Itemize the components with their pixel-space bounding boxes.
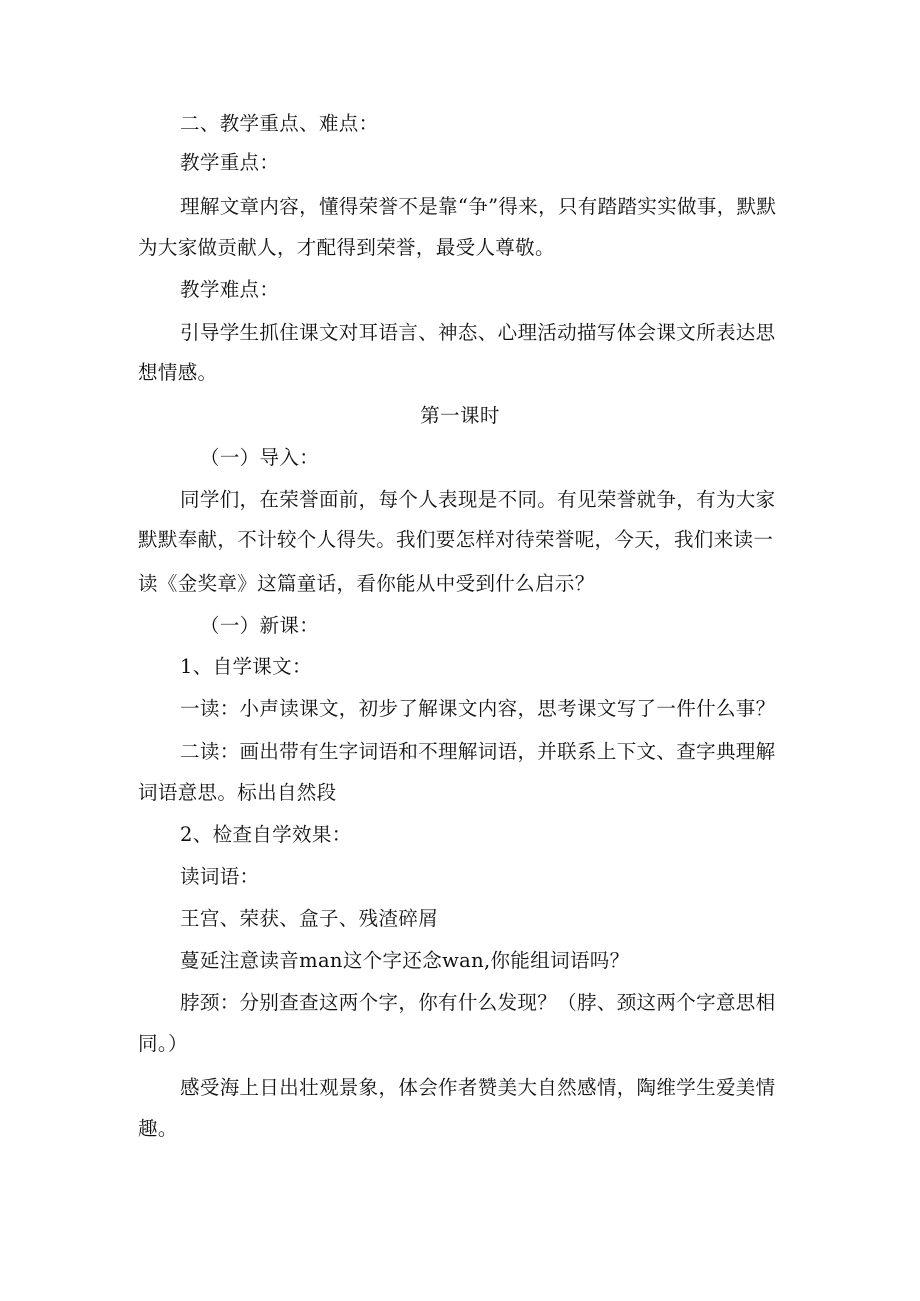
sunrise-text-line-1: 感受海上日出壮观景象，体会作者赞美大自然感情，陶维学生爱美情 xyxy=(180,1076,776,1099)
neck-note-line-1: 脖颈：分别查查这两个字，你有什么发现？（脖、颈这两个字意思相 xyxy=(180,991,776,1014)
read-words-label: 读词语： xyxy=(180,865,260,888)
read-one-text: 一读：小声读课文，初步了解课文内容，思考课文写了一件什么事？ xyxy=(180,697,776,720)
difficulties-text-line-1: 引导学生抓住课文对耳语言、神态、心理活动描写体会课文所表达思 xyxy=(180,321,776,344)
intro-text-line-3: 读《金奖章》这篇童话，看你能从中受到什么启示？ xyxy=(138,572,595,595)
intro-text-line-2: 默默奉献，不计较个人得失。我们要怎样对待荣誉呢，今天，我们来读一 xyxy=(138,528,774,551)
section-two-heading: 二、教学重点、难点： xyxy=(180,112,379,135)
words-list: 王宫、荣获、盒子、残渣碎屑 xyxy=(180,907,439,930)
key-points-text-line-2: 为大家做贡献人，才配得到荣誉，最受人尊敬。 xyxy=(138,236,555,259)
key-points-text-line-1: 理解文章内容，懂得荣誉不是靠“争”得来，只有踏踏实实做事，默默 xyxy=(180,195,777,218)
new-lesson-heading: （一）新课： xyxy=(200,614,320,637)
difficulties-text-line-2: 想情感。 xyxy=(138,361,218,384)
self-study-heading: 1、自学课文： xyxy=(180,655,312,678)
check-heading: 2、检查自学效果： xyxy=(180,823,352,846)
read-two-text-line-1: 二读：画出带有生字词语和不理解词语，并联系上下文、查字典理解 xyxy=(180,740,776,763)
key-points-label: 教学重点： xyxy=(180,151,280,174)
sunrise-text-line-2: 趣。 xyxy=(138,1117,178,1140)
difficulties-label: 教学难点： xyxy=(180,278,280,301)
lesson-title: 第一课时 xyxy=(420,404,500,427)
intro-text-line-1: 同学们，在荣誉面前，每个人表现是不同。有见荣誉就争，有为大家 xyxy=(180,488,776,511)
vine-note: 蔓延注意读音man这个字还念wan,你能组词语吗？ xyxy=(180,949,630,972)
read-two-text-line-2: 词语意思。标出自然段 xyxy=(138,781,337,804)
neck-note-line-2: 同。） xyxy=(138,1032,188,1055)
intro-heading: （一）导入： xyxy=(200,446,320,469)
